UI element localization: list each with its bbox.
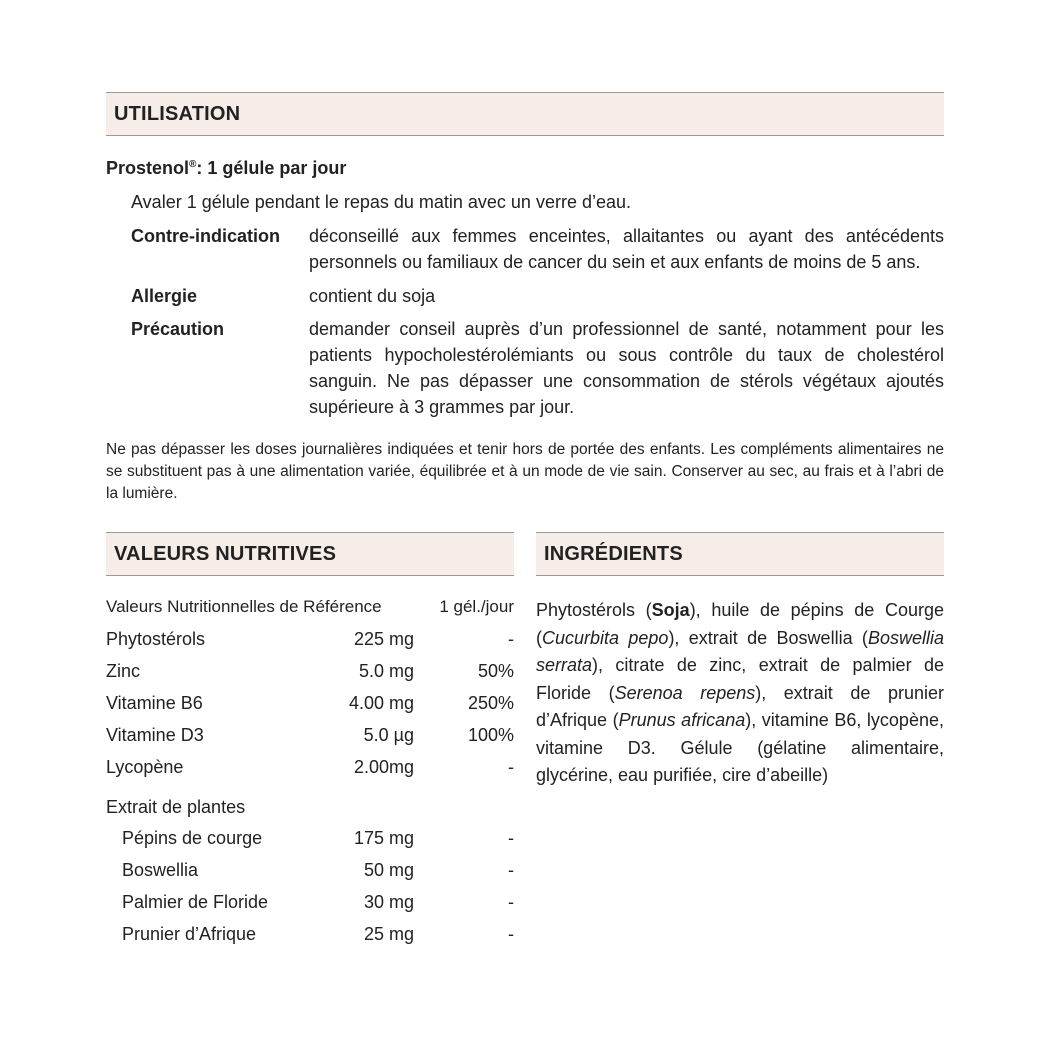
- ingredient-allergen: Soja: [651, 600, 690, 620]
- valeurs-title: VALEURS NUTRITIVES: [114, 542, 337, 565]
- nutrient-amount: 2.00mg: [353, 757, 414, 777]
- ingredient-part: ), vitamine B6, lycopène, vitamine D3. Gélule (gélatine alimentaire, glycérine, eau purifiée, cire d’abeille): [536, 710, 944, 785]
- ingredients-header: [536, 532, 944, 576]
- plant-vnr: -: [508, 924, 514, 944]
- product-name: Prostenol: [106, 158, 190, 178]
- nutrient-name: Vitamine D3: [106, 725, 204, 745]
- plant-vnr: -: [508, 860, 514, 880]
- nutrient-vnr: 100%: [467, 725, 514, 745]
- plant-amount: 30 mg: [363, 892, 414, 912]
- table-row: [106, 924, 514, 952]
- nutrient-name: Lycopène: [106, 757, 184, 777]
- ingredient-part: Phytostérols (: [536, 600, 652, 620]
- plant-vnr: -: [508, 828, 514, 848]
- ingredients-title: INGRÉDIENTS: [544, 542, 683, 565]
- precaution-desc: demander conseil auprès d’un professionnel de santé, notamment pour les patients hypocholestérolémiants ou sous contrôle du taux de cholestérol sanguin. Ne pas dépasser une consommation de stérols végétaux ajoutés supérieure à 3 grammes par jour.: [309, 319, 944, 417]
- ingredient-part: ), extrait de Boswellia (: [668, 627, 868, 648]
- plant-amount: 25 mg: [363, 924, 414, 944]
- table-row: [106, 892, 514, 920]
- valeurs-header: [106, 532, 514, 576]
- col-label-header: Valeurs Nutritionnelles de Référence: [106, 597, 382, 616]
- contre-indication-desc: déconseillé aux femmes enceintes, allaitantes ou ayant des antécédents personnels ou familiaux de cancer du sein et aux enfants de moins de 5 ans.: [309, 226, 944, 272]
- instruction-text: Avaler 1 gélule pendant le repas du matin avec un verre d’eau.: [131, 192, 631, 212]
- plant-name: Boswellia: [122, 860, 199, 880]
- table-row: [106, 828, 514, 856]
- nutrient-amount: 5.0 µg: [363, 725, 414, 745]
- product-dosage: : 1 gélule par jour: [196, 158, 347, 178]
- allergie-term: Allergie: [131, 286, 198, 306]
- plant-amount: 175 mg: [353, 828, 414, 848]
- ingredient-part: ), extrait de prunier d’Afrique (: [536, 682, 944, 730]
- table-row: [106, 661, 514, 689]
- plant-name: Pépins de courge: [122, 828, 263, 848]
- table-row: [106, 860, 514, 888]
- ingredient-latin-name: Boswellia serrata: [536, 627, 944, 675]
- ingredient-latin-name: Prunus africana: [618, 710, 746, 730]
- ingredient-part: ), citrate de zinc, extrait de palmier de Floride (: [536, 655, 944, 703]
- table-row: [106, 693, 514, 721]
- nutrient-amount: 5.0 mg: [358, 661, 414, 681]
- nutrient-name: Phytostérols: [106, 629, 206, 649]
- table-row: [106, 629, 514, 657]
- nutrient-amount: 225 mg: [353, 629, 414, 649]
- table-row: [106, 757, 514, 785]
- plant-amount: 50 mg: [363, 860, 414, 880]
- nutrient-vnr: -: [508, 757, 514, 777]
- registered-mark: ®: [189, 159, 197, 170]
- nutrient-name: Zinc: [106, 661, 141, 681]
- ingredient-latin-name: Serenoa repens: [614, 682, 756, 703]
- nutrient-vnr: 250%: [467, 693, 514, 713]
- col-amount-header: 1 gél./jour: [439, 597, 514, 616]
- plant-name: Prunier d’Afrique: [122, 924, 257, 944]
- ingredient-part: ), huile de pépins de Courge (: [536, 600, 944, 648]
- ingredients-list: [536, 597, 944, 790]
- utilisation-title: UTILISATION: [114, 102, 241, 125]
- nutrient-vnr: -: [508, 629, 514, 649]
- table-row: [106, 725, 514, 753]
- plant-name: Palmier de Floride: [122, 892, 269, 912]
- nutrient-vnr: 50%: [477, 661, 514, 681]
- plant-vnr: -: [508, 892, 514, 912]
- allergie-desc: contient du soja: [309, 286, 436, 306]
- ingredient-latin-name: Cucurbita pepo: [542, 627, 669, 648]
- nutrient-name: Vitamine B6: [106, 693, 203, 713]
- safety-notice: Ne pas dépasser les doses journalières indiquées et tenir hors de portée des enfants. Les compléments alimentaires ne se substituent pas à une alimentation variée, équilibrée et à un mode de vie sain. Conserver au sec, au frais et à l’abri de la lumière.: [106, 441, 944, 502]
- product-dosage-line: [106, 158, 346, 179]
- utilisation-header: [106, 92, 944, 136]
- plants-subheading: Extrait de plantes: [106, 797, 246, 817]
- contre-indication-term: Contre-indication: [131, 226, 280, 246]
- precaution-term: Précaution: [131, 319, 225, 339]
- nutrient-amount: 4.00 mg: [348, 693, 414, 713]
